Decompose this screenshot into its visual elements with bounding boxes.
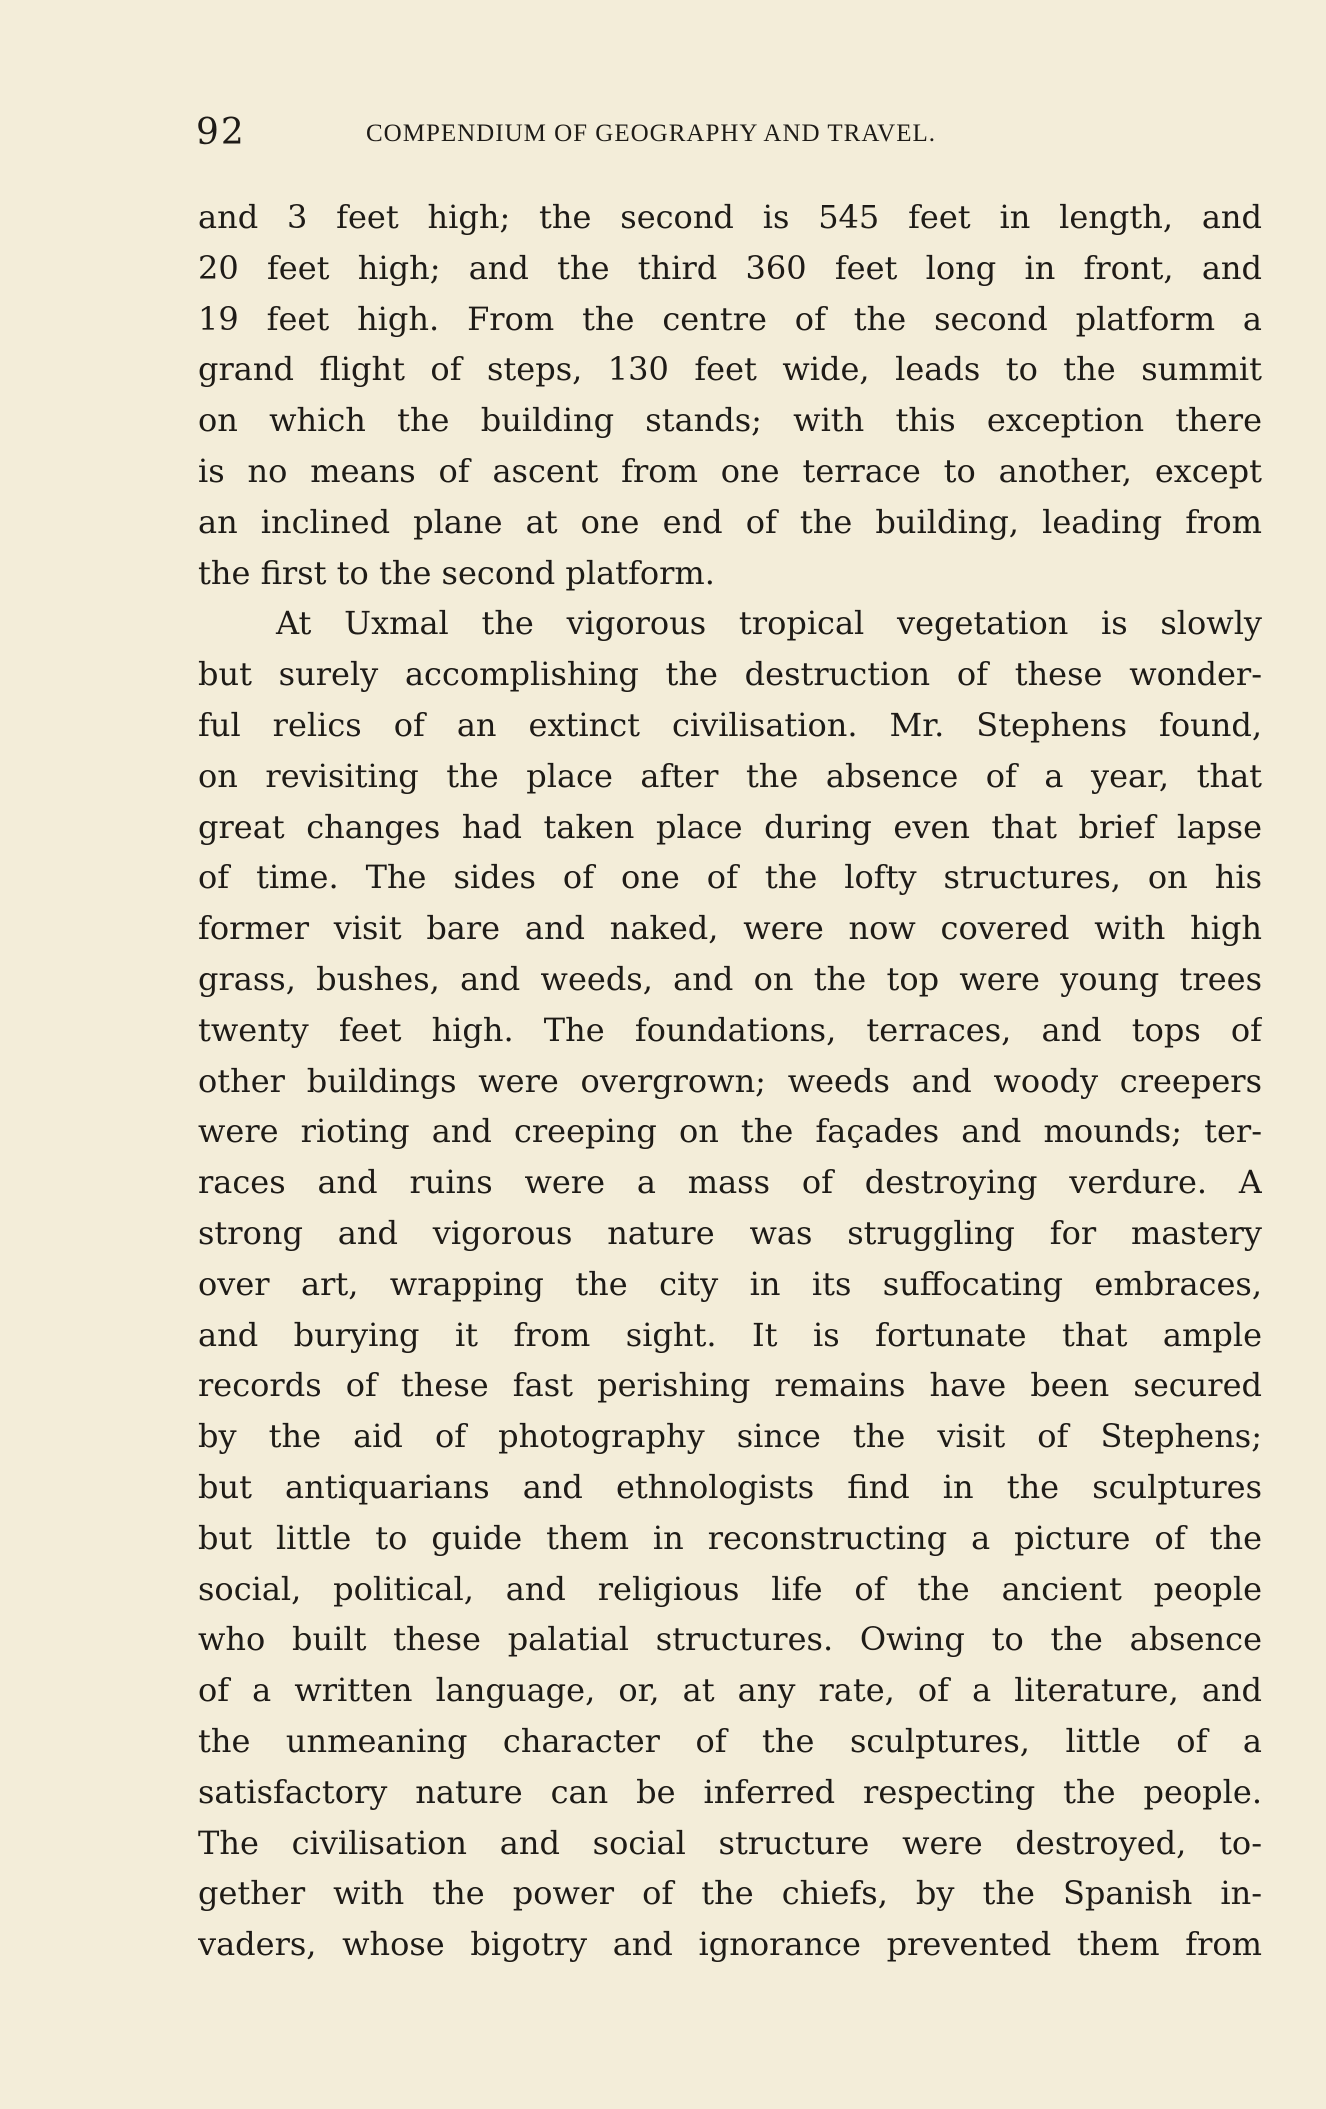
- page-number: 92: [196, 112, 246, 153]
- text-line: the unmeaning character of the sculptures, little of a: [198, 1721, 1262, 1760]
- text-line: races and ruins were a mass of destroying verdure. A: [198, 1163, 1262, 1202]
- text-line: strong and vigorous nature was struggling for mastery: [198, 1213, 1262, 1252]
- text-line: of time. The sides of one of the lofty structures, on his: [198, 858, 1262, 897]
- text-line: but surely accomplishing the destruction of these wonder-: [198, 655, 1262, 694]
- text-line: former visit bare and naked, were now covered with high: [198, 909, 1262, 948]
- text-line: grand flight of steps, 130 feet wide, leads to the summit: [198, 350, 1262, 389]
- text-line: grass, bushes, and weeds, and on the top were young trees: [198, 959, 1262, 998]
- text-line: on revisiting the place after the absence of a year, that: [198, 756, 1262, 795]
- text-line: were rioting and creeping on the façades and mounds; ter-: [198, 1112, 1262, 1151]
- text-line: twenty feet high. The foundations, terraces, and tops of: [198, 1010, 1262, 1049]
- text-line: ful relics of an extinct civilisation. Mr. Stephens found,: [198, 705, 1262, 744]
- text-line: by the aid of photography since the visit of Stephens;: [198, 1417, 1262, 1456]
- text-line: social, political, and religious life of the ancient people: [198, 1569, 1262, 1608]
- text-line: who built these palatial structures. Owing to the absence: [198, 1620, 1262, 1659]
- paragraph-end-line: the first to the second platform.: [198, 553, 715, 592]
- text-line: records of these fast perishing remains have been secured: [198, 1366, 1262, 1405]
- text-line: 19 feet high. From the centre of the second platform a: [198, 299, 1262, 338]
- text-line: of a written language, or, at any rate, of a literature, and: [198, 1671, 1262, 1710]
- text-line: The civilisation and social structure were destroyed, to-: [198, 1823, 1262, 1862]
- text-line: but little to guide them in reconstructing a picture of the: [198, 1518, 1262, 1557]
- text-line: is no means of ascent from one terrace to another, except: [198, 451, 1262, 490]
- text-line: great changes had taken place during even that brief lapse: [198, 807, 1262, 846]
- text-line: and 3 feet high; the second is 545 feet in length, and: [198, 198, 1262, 236]
- text-line: satisfactory nature can be inferred respecting the people.: [198, 1772, 1262, 1811]
- text-line: and burying it from sight. It is fortunate that ample: [198, 1315, 1262, 1354]
- text-line: on which the building stands; with this exception there: [198, 401, 1262, 440]
- paragraph-start-line: At Uxmal the vigorous tropical vegetation is slowly: [276, 604, 1262, 643]
- text-line: other buildings were overgrown; weeds and woody creepers: [198, 1061, 1262, 1100]
- body-text: [198, 192, 1262, 1992]
- page-header: [196, 112, 1122, 162]
- text-line: but antiquarians and ethnologists find in the sculptures: [198, 1467, 1262, 1506]
- text-line: over art, wrapping the city in its suffocating embraces,: [198, 1264, 1262, 1303]
- text-line: 20 feet high; and the third 360 feet long in front, and: [198, 248, 1262, 287]
- text-line: vaders, whose bigotry and ignorance prevented them from: [198, 1925, 1262, 1964]
- text-line: an inclined plane at one end of the building, leading from: [198, 502, 1262, 541]
- running-title: COMPENDIUM OF GEOGRAPHY AND TRAVEL.: [366, 120, 937, 147]
- text-line: gether with the power of the chiefs, by the Spanish in-: [198, 1874, 1262, 1913]
